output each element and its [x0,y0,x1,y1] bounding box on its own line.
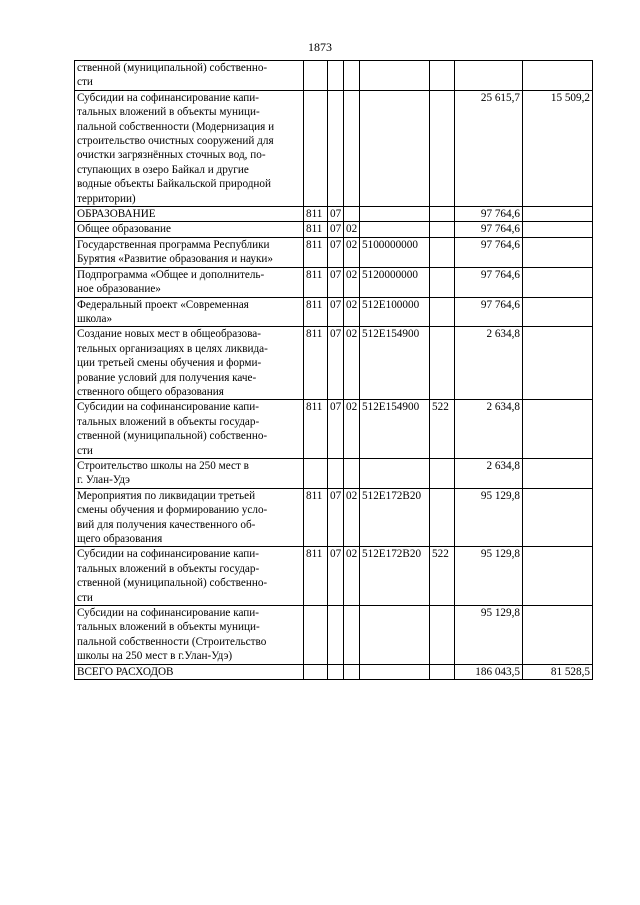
amount-2-cell [523,458,593,488]
grbs-cell: 811 [304,297,328,327]
amount-2-cell [523,400,593,459]
section-cell: 07 [328,297,344,327]
expense-type-cell [430,61,455,91]
row-name-cell: ОБРАЗОВАНИЕ [75,207,304,222]
section-cell: 07 [328,222,344,237]
row-name-cell: Мероприятия по ликвидации третьей смены обучения и формированию усло- вий для получения качественного об- щего образования [75,488,304,547]
table-body [75,61,593,680]
section-cell [328,458,344,488]
amount-2-cell [523,488,593,547]
row-name-cell: Подпрограмма «Общее и дополнитель- ное образование» [75,267,304,297]
amount-2-cell [523,237,593,267]
subsection-cell: 02 [344,488,360,547]
target-article-cell: 5120000000 [360,267,430,297]
grbs-cell: 811 [304,400,328,459]
expense-type-cell [430,458,455,488]
target-article-cell [360,61,430,91]
amount-1-cell: 97 764,6 [455,207,523,222]
table-row [75,327,593,400]
subsection-cell: 02 [344,297,360,327]
row-name-cell: ВСЕГО РАСХОДОВ [75,664,304,679]
row-name-cell: Создание новых мест в общеобразова- тельных организациях в целях ликвида- ции третьей смены обучения и форми- рование условий для получения каче- ственного общего образования [75,327,304,400]
grbs-cell: 811 [304,327,328,400]
amount-1-cell: 25 615,7 [455,90,523,206]
subsection-cell: 02 [344,400,360,459]
subsection-cell: 02 [344,547,360,606]
table-row [75,222,593,237]
amount-2-cell: 81 528,5 [523,664,593,679]
table-row [75,547,593,606]
table-row [75,664,593,679]
section-cell [328,90,344,206]
row-name-cell: Субсидии на софинансирование капи- тальных вложений в объекты муници- пальной собственности (Модернизация и строительство очистных сооружений для очистки загрязнённых сточных вод, по- ступающих в озеро Байкал и другие водные объекты Байкальской природной территории) [75,90,304,206]
expense-type-cell [430,327,455,400]
target-article-cell: 512E172B20 [360,547,430,606]
section-cell: 07 [328,267,344,297]
section-cell: 07 [328,327,344,400]
amount-2-cell [523,222,593,237]
subsection-cell [344,458,360,488]
amount-1-cell: 2 634,8 [455,327,523,400]
amount-2-cell [523,267,593,297]
amount-1-cell: 186 043,5 [455,664,523,679]
amount-1-cell [455,61,523,91]
expense-type-cell [430,488,455,547]
expense-type-cell: 522 [430,547,455,606]
row-name-cell: Общее образование [75,222,304,237]
grbs-cell: 811 [304,237,328,267]
section-cell: 07 [328,488,344,547]
section-cell: 07 [328,237,344,267]
amount-1-cell: 95 129,8 [455,606,523,665]
amount-1-cell: 97 764,6 [455,267,523,297]
target-article-cell: 512E172B20 [360,488,430,547]
expense-type-cell [430,267,455,297]
table-row [75,606,593,665]
page-number: 1873 [308,40,332,54]
table-row [75,61,593,91]
amount-1-cell: 97 764,6 [455,222,523,237]
subsection-cell [344,61,360,91]
table-row [75,237,593,267]
grbs-cell: 811 [304,267,328,297]
target-article-cell: 512E154900 [360,400,430,459]
section-cell [328,664,344,679]
row-name-cell: Строительство школы на 250 мест в г. Улан-Удэ [75,458,304,488]
expense-type-cell: 522 [430,400,455,459]
target-article-cell: 512E154900 [360,327,430,400]
row-name-cell: Федеральный проект «Современная школа» [75,297,304,327]
section-cell: 07 [328,547,344,606]
grbs-cell [304,61,328,91]
target-article-cell [360,606,430,665]
subsection-cell: 02 [344,267,360,297]
expense-type-cell [430,222,455,237]
subsection-cell [344,606,360,665]
target-article-cell: 5100000000 [360,237,430,267]
section-cell [328,61,344,91]
amount-2-cell [523,297,593,327]
grbs-cell [304,606,328,665]
amount-1-cell: 97 764,6 [455,297,523,327]
subsection-cell: 02 [344,222,360,237]
table-row [75,297,593,327]
target-article-cell: 512E100000 [360,297,430,327]
amount-1-cell: 95 129,8 [455,547,523,606]
table-row [75,267,593,297]
row-name-cell: ственной (муниципальной) собственно- сти [75,61,304,91]
table-row [75,488,593,547]
target-article-cell [360,90,430,206]
expense-type-cell [430,90,455,206]
row-name-cell: Субсидии на софинансирование капи- тальных вложений в объекты государ- ственной (муниципальной) собственно- сти [75,547,304,606]
target-article-cell [360,207,430,222]
amount-2-cell [523,606,593,665]
amount-2-cell [523,547,593,606]
budget-table [74,60,593,680]
amount-2-cell [523,327,593,400]
grbs-cell: 811 [304,207,328,222]
subsection-cell: 02 [344,237,360,267]
table-row [75,400,593,459]
expense-type-cell [430,237,455,267]
target-article-cell [360,458,430,488]
grbs-cell: 811 [304,547,328,606]
expense-type-cell [430,606,455,665]
subsection-cell [344,207,360,222]
section-cell: 07 [328,400,344,459]
grbs-cell: 811 [304,222,328,237]
table-row [75,207,593,222]
table-row [75,458,593,488]
amount-2-cell [523,207,593,222]
amount-1-cell: 2 634,8 [455,400,523,459]
grbs-cell [304,664,328,679]
expense-type-cell [430,664,455,679]
subsection-cell: 02 [344,327,360,400]
section-cell: 07 [328,207,344,222]
expense-type-cell [430,297,455,327]
amount-1-cell: 97 764,6 [455,237,523,267]
target-article-cell [360,222,430,237]
row-name-cell: Субсидии на софинансирование капи- тальных вложений в объекты государ- ственной (муниципальной) собственно- сти [75,400,304,459]
row-name-cell: Субсидии на софинансирование капи- тальных вложений в объекты муници- пальной собственности (Строительство школы на 250 мест в г.Улан-Удэ) [75,606,304,665]
grbs-cell: 811 [304,488,328,547]
subsection-cell [344,90,360,206]
grbs-cell [304,458,328,488]
row-name-cell: Государственная программа Республики Бурятия «Развитие образования и науки» [75,237,304,267]
target-article-cell [360,664,430,679]
amount-1-cell: 95 129,8 [455,488,523,547]
section-cell [328,606,344,665]
expense-type-cell [430,207,455,222]
amount-2-cell [523,61,593,91]
subsection-cell [344,664,360,679]
table-row [75,90,593,206]
amount-2-cell: 15 509,2 [523,90,593,206]
amount-1-cell: 2 634,8 [455,458,523,488]
grbs-cell [304,90,328,206]
